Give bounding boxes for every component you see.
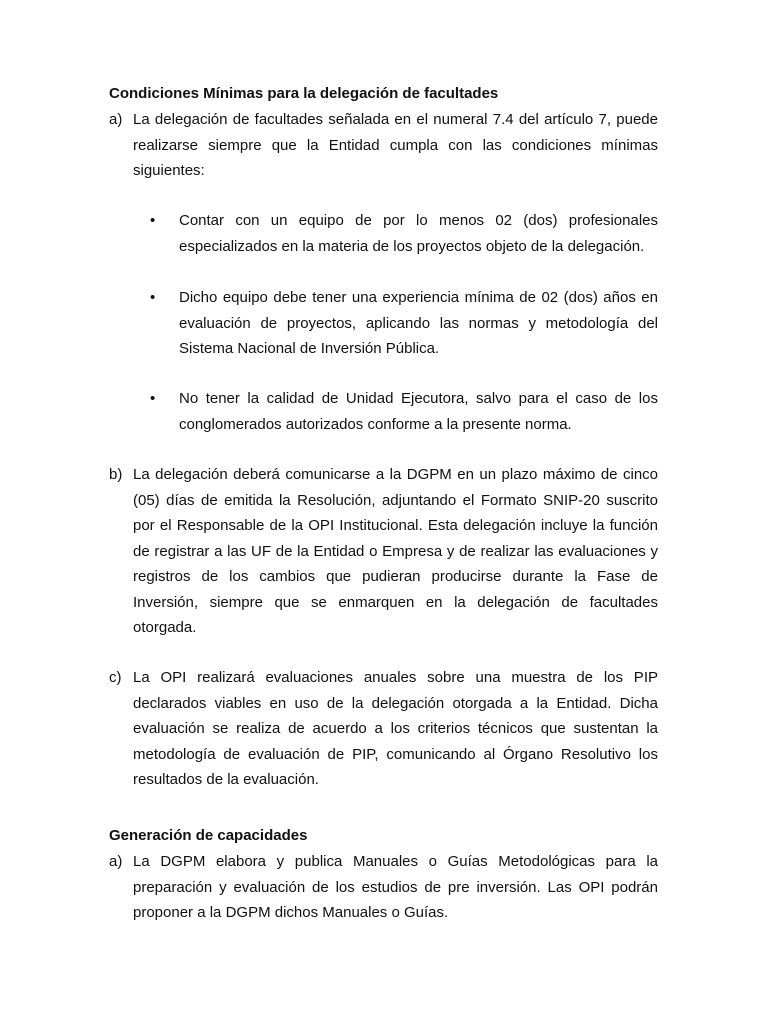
bullet-icon: •	[150, 289, 156, 306]
item-text: La OPI realizará evaluaciones anuales sobre una muestra de los PIP declarados viables en uso de la delegación otorgada a la Entidad. Dicha evaluación se realiza de acuerdo a los criterios técnicos que sustentan la metodología de evaluación de PIP, comunicando al Órgano Resolutivo los resultados de la evaluación.	[133, 669, 658, 788]
bullet-text: No tener la calidad de Unidad Ejecutora, salvo para el caso de los conglomerados autorizados conforme a la presente norma.	[179, 390, 658, 433]
item-text: La delegación deberá comunicarse a la DGPM en un plazo máximo de cinco (05) días de emitida la Resolución, adjuntando el Formato SNIP-20 suscrito por el Responsable de la OPI Institucional. Esta delegación incluye la función de registrar a las UF de la Entidad o Empresa y de realizar las evaluaciones y registros de los cambios que pudieran producirse durante la Fase de Inversión, siempre que se enmarquen en la delegación de facultades otorgada.	[133, 466, 658, 636]
bullet-icon: •	[150, 212, 156, 229]
item-marker: c)	[109, 669, 122, 686]
bullet-text: Contar con un equipo de por lo menos 02 (dos) profesionales especializados en la materia de los proyectos objeto de la delegación.	[179, 212, 658, 255]
item-marker: b)	[109, 466, 123, 483]
bullet-text: Dicho equipo debe tener una experiencia mínima de 02 (dos) años en evaluación de proyectos, aplicando las normas y metodología del Sistema Nacional de Inversión Pública.	[179, 289, 658, 357]
list-item-a-manuals	[109, 849, 658, 926]
item-text: La delegación de facultades señalada en el numeral 7.4 del artículo 7, puede realizarse siempre que la Entidad cumpla con las condiciones mínimas siguientes:	[133, 111, 658, 179]
list-item-a-delegation	[109, 107, 658, 184]
section-heading-capacities: Generación de capacidades	[109, 827, 308, 844]
bullet-item-experience	[150, 285, 658, 362]
item-marker: a)	[109, 853, 123, 870]
bullet-icon: •	[150, 390, 156, 407]
list-item-c-evaluations	[109, 665, 658, 793]
bullet-item-executing-unit	[150, 386, 658, 437]
item-marker: a)	[109, 111, 123, 128]
bullet-item-team	[150, 208, 658, 259]
section-heading-conditions: Condiciones Mínimas para la delegación de facultades	[109, 85, 499, 102]
item-text: La DGPM elabora y publica Manuales o Guías Metodológicas para la preparación y evaluación de los estudios de pre inversión. Las OPI podrán proponer a la DGPM dichos Manuales o Guías.	[133, 853, 658, 921]
list-item-b-communication	[109, 462, 658, 641]
